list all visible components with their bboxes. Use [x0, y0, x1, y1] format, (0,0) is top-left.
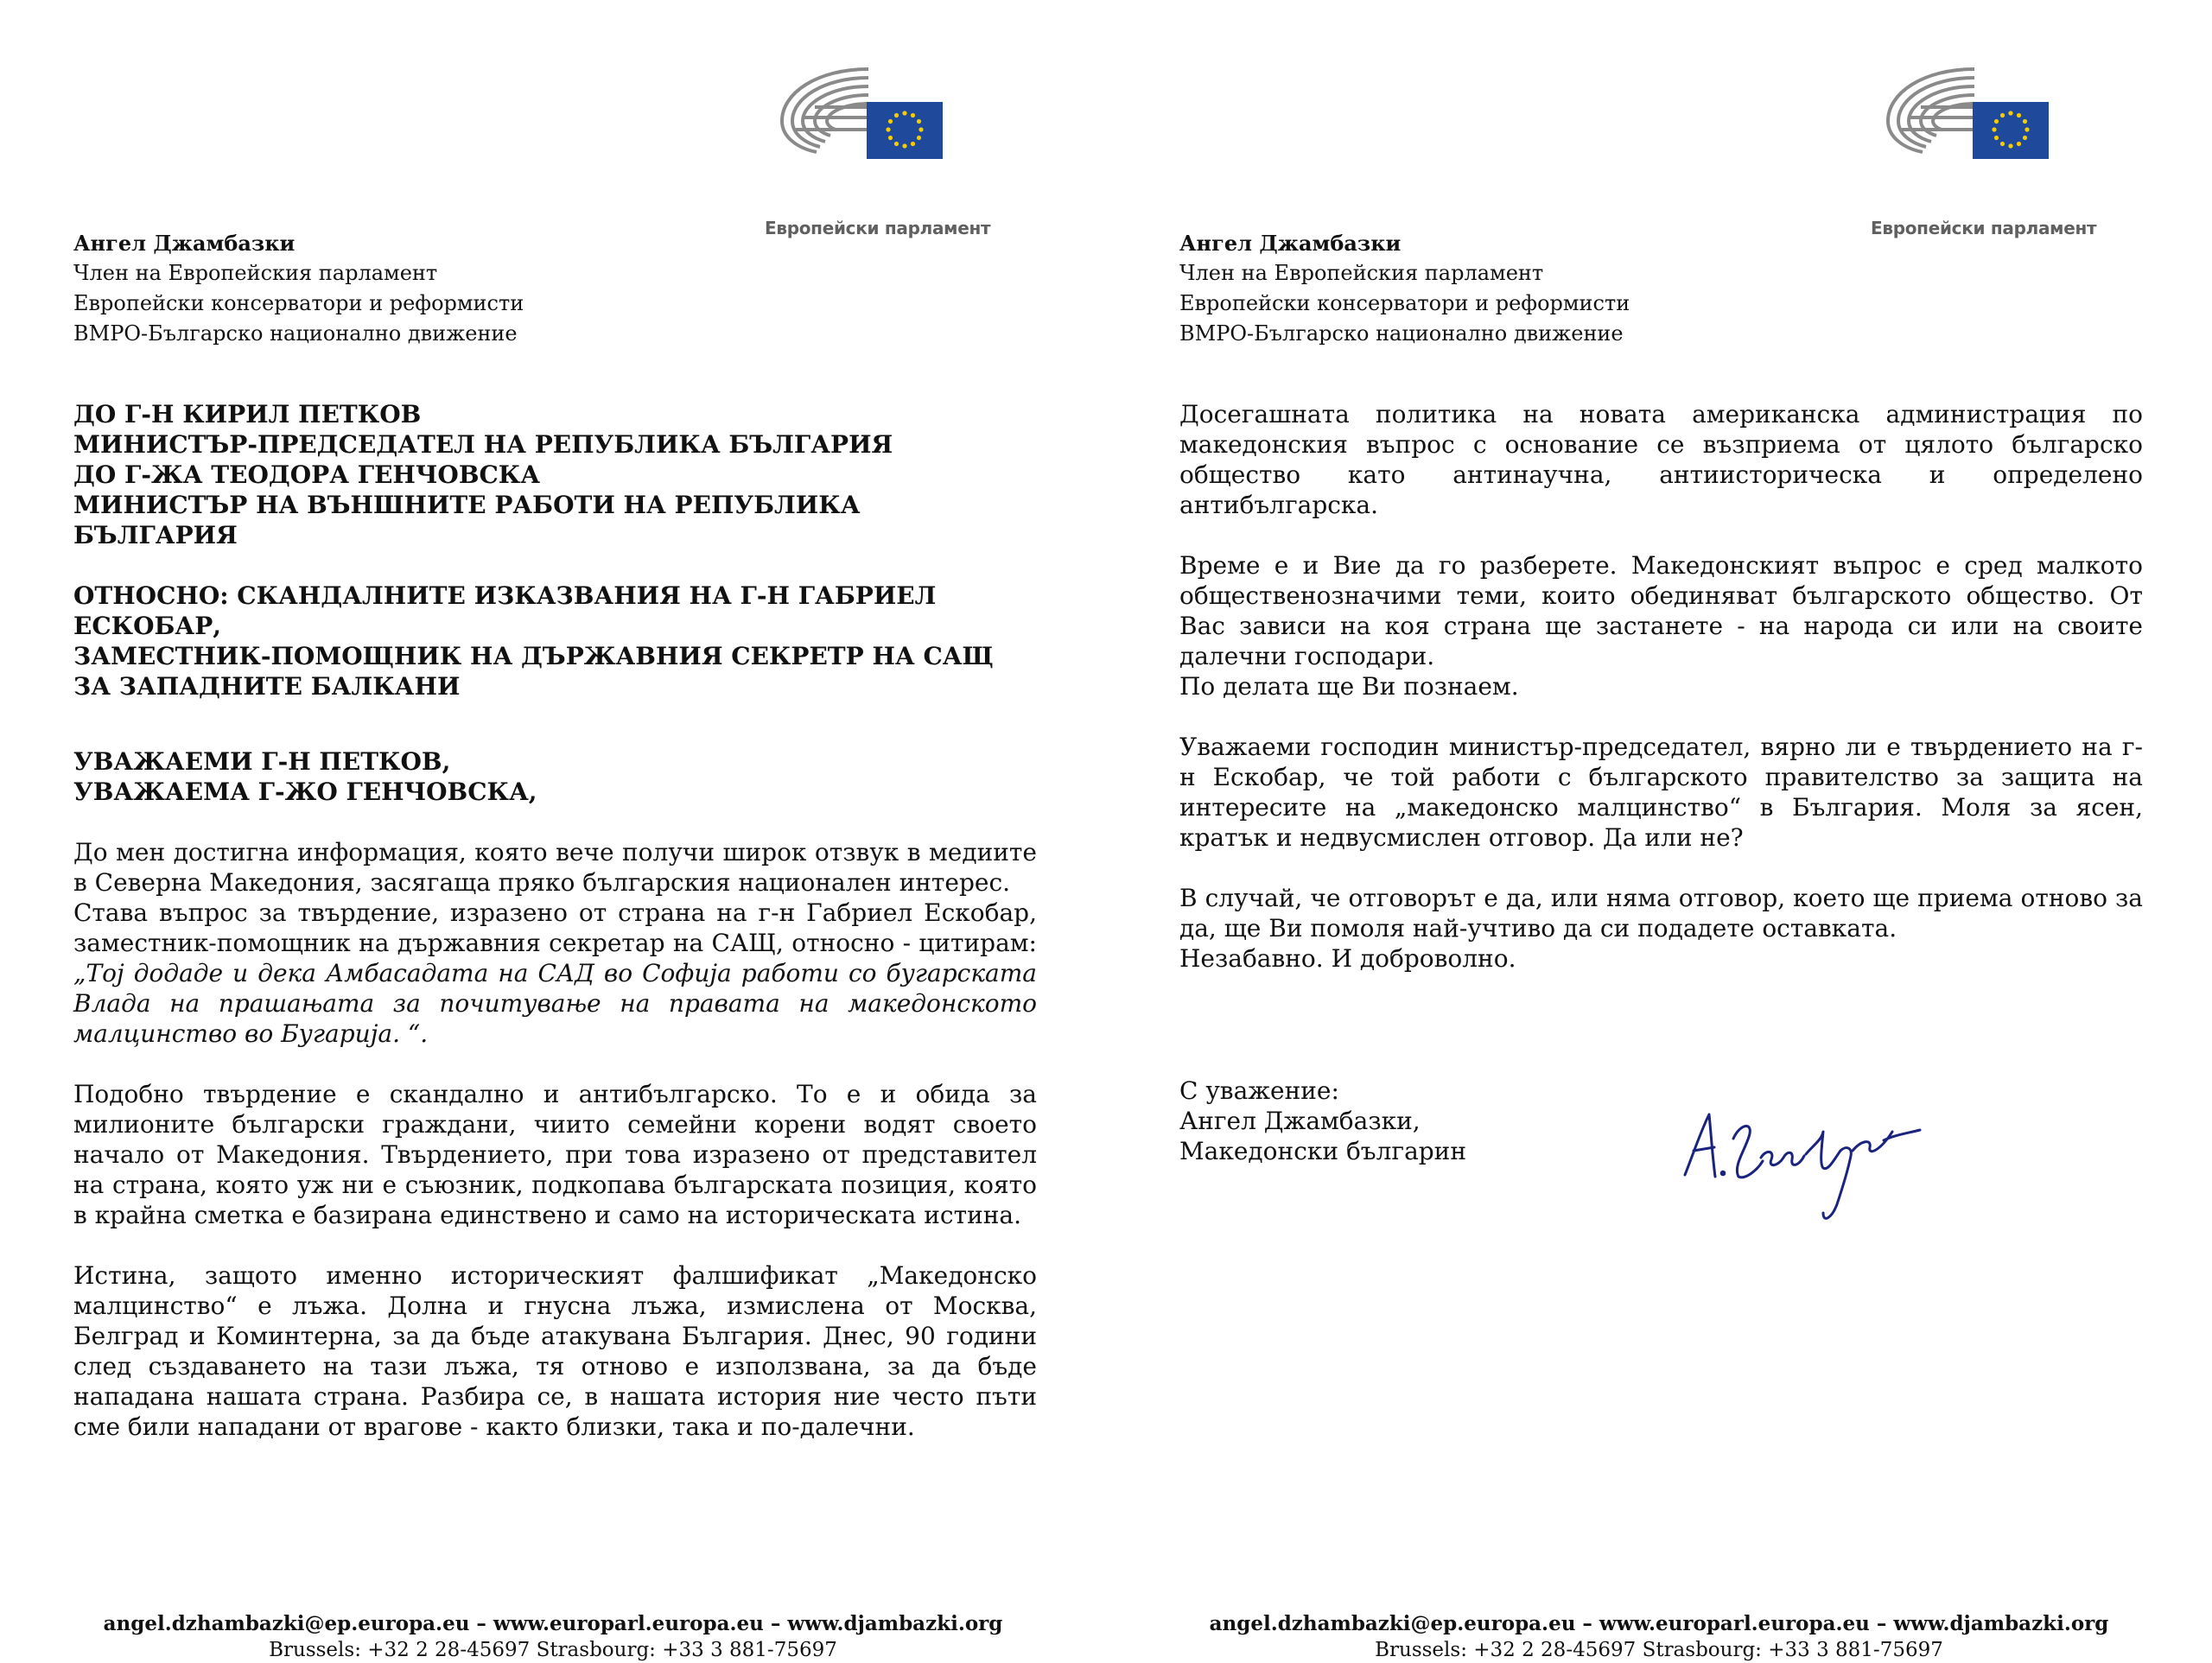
- sender-group: Европейски консерватори и реформисти: [1179, 291, 1630, 315]
- sender-name: Ангел Джамбазки: [73, 231, 296, 256]
- quotation: „Тој додаде и дека Амбасадата на САД во Софија работи со бугарската Влада на прашањата за почитување на правата на македонското малцинство во Бугарија. “.: [73, 959, 1037, 1048]
- sender-name: Ангел Джамбазки: [1179, 231, 1402, 256]
- sender-title: Член на Европейския парламент: [73, 261, 438, 285]
- address-line: МИНИСТЪР-ПРЕДСЕДАТЕЛ НА РЕПУБЛИКА БЪЛГАРИЯ: [73, 430, 893, 459]
- closing-line: С уважение:: [1179, 1076, 1339, 1105]
- sender-block: [1179, 228, 2130, 349]
- paragraph: Време е и Вие да го разберете. Македонският въпрос е сред малкото общественозначими теми, които обединяват българското общество. От Вас зависи на коя страна ще застанете - на народа си или на своите далечни господари.: [1179, 551, 2143, 670]
- sender-block: [73, 228, 1024, 349]
- footer: [0, 1611, 1106, 1663]
- footer: [1106, 1611, 2212, 1663]
- eu-flag: [867, 102, 943, 159]
- address-line: ДО Г-ЖА ТЕОДОРА ГЕНЧОВСКА: [73, 460, 541, 489]
- eu-flag: [1973, 102, 2049, 159]
- paragraph: Досегашната политика на новата американска администрация по македонския въпрос с основание се възприема от цялото българско общество като антинаучна, антиисторическа и определено антибългарска.: [1179, 400, 2143, 519]
- paragraph: По делата ще Ви познаем.: [1179, 672, 1519, 701]
- letter-page-1: [0, 0, 1106, 1659]
- paragraph: Подобно твърдение е скандално и антибългарско. То е и обида за милионите български граждани, чиито семейни корени водят своето начало от Македония. Твърдението, при това изразено от представител на страна, която уж ни е съюзник, подкопава българската позиция, която в крайна сметка е базирана единствено и само на историческата истина.: [73, 1080, 1037, 1229]
- closing-line: Ангел Джамбазки,: [1179, 1107, 1421, 1135]
- address-line: БЪЛГАРИЯ: [73, 521, 238, 549]
- paragraph: В случай, че отговорът е да, или няма отговор, което ще приема отново за да, ще Ви помоля най-учтиво да си подадете оставката.: [1179, 884, 2143, 943]
- subject-line: ЕСКОБАР,: [73, 612, 222, 640]
- footer-contacts: angel.dzhambazki@ep.europa.eu – www.europarl.europa.eu – www.djambazki.org: [1209, 1612, 2109, 1635]
- eu-parliament-logo-icon: [1871, 52, 2078, 199]
- salutation-line: УВАЖАЕМИ Г-Н ПЕТКОВ,: [73, 747, 451, 776]
- paragraph-text: Става въпрос за твърдение, изразено от страна на г-н Габриел Ескобар, заместник-помощник на държавния секретар на САЩ, относно - цитирам:: [73, 898, 1037, 957]
- subject-line: ОТНОСНО: СКАНДАЛНИТЕ ИЗКАЗВАНИЯ НА Г-Н ГАБРИЕЛ: [73, 581, 937, 610]
- letter-body-page-1: [73, 399, 1037, 1442]
- address-line: МИНИСТЪР НА ВЪНШНИТЕ РАБОТИ НА РЕПУБЛИКА: [73, 491, 861, 519]
- paragraph: До мен достигна информация, която вече получи широк отзвук в медиите в Северна Македония, засягаща пряко българския национален интерес.: [73, 838, 1037, 897]
- letter-body-page-2: [1179, 399, 2143, 974]
- paragraph: Истина, защото именно историческият фалшификат „Македонско малцинство“ е лъжа. Долна и гнусна лъжа, измислена от Москва, Белград и Коминтерна, за да бъде атакувана България. Днес, 90 години след създаването на тази лъжа, тя отново е използвана, за да бъде нападана нашата страна. Разбира се, в нашата история ние често пъти сме били нападани от врагове - както близки, така и по-далечни.: [73, 1261, 1037, 1441]
- closing-block: [1179, 1076, 1466, 1166]
- paragraph: Незабавно. И доброволно.: [1179, 944, 1516, 973]
- sender-title: Член на Европейския парламент: [1179, 261, 1544, 285]
- footer-phones: Brussels: +32 2 28-45697 Strasbourg: +33 3 881-75697: [269, 1639, 837, 1661]
- address-line: ДО Г-Н КИРИЛ ПЕТКОВ: [73, 400, 422, 428]
- handwritten-signature: [1676, 1097, 1927, 1227]
- logo-caption: Европейски парламент: [1871, 218, 2097, 238]
- subject-line: ЗАМЕСТНИК-ПОМОЩНИК НА ДЪРЖАВНИЯ СЕКРЕТР НА САЩ: [73, 642, 994, 670]
- footer-contacts: angel.dzhambazki@ep.europa.eu – www.europarl.europa.eu – www.djambazki.org: [103, 1612, 1003, 1635]
- sender-group: Европейски консерватори и реформисти: [73, 291, 524, 315]
- ep-logo: [765, 52, 991, 238]
- footer-phones: Brussels: +32 2 28-45697 Strasbourg: +33 3 881-75697: [1375, 1639, 1943, 1661]
- salutation-line: УВАЖАЕМА Г-ЖО ГЕНЧОВСКА,: [73, 778, 537, 806]
- ep-logo: [1871, 52, 2097, 238]
- sender-party: ВМРО-Българско национално движение: [1179, 321, 1624, 346]
- paragraph: [73, 898, 1037, 1049]
- closing-line: Македонски българин: [1179, 1137, 1467, 1165]
- subject-line: ЗА ЗАПАДНИТЕ БАЛКАНИ: [73, 672, 461, 701]
- letter-page-2: [1106, 0, 2212, 1659]
- paragraph: Уважаеми господин министър-председател, вярно ли е твърдението на г-н Ескобар, че той работи с българското правителство за защита на интересите на „македонско малцинство“ в България. Моля за ясен, кратък и недвусмислен отговор. Да или не?: [1179, 733, 2143, 852]
- eu-parliament-logo-icon: [765, 52, 972, 199]
- logo-caption: Европейски парламент: [765, 218, 991, 238]
- sender-party: ВМРО-Българско национално движение: [73, 321, 518, 346]
